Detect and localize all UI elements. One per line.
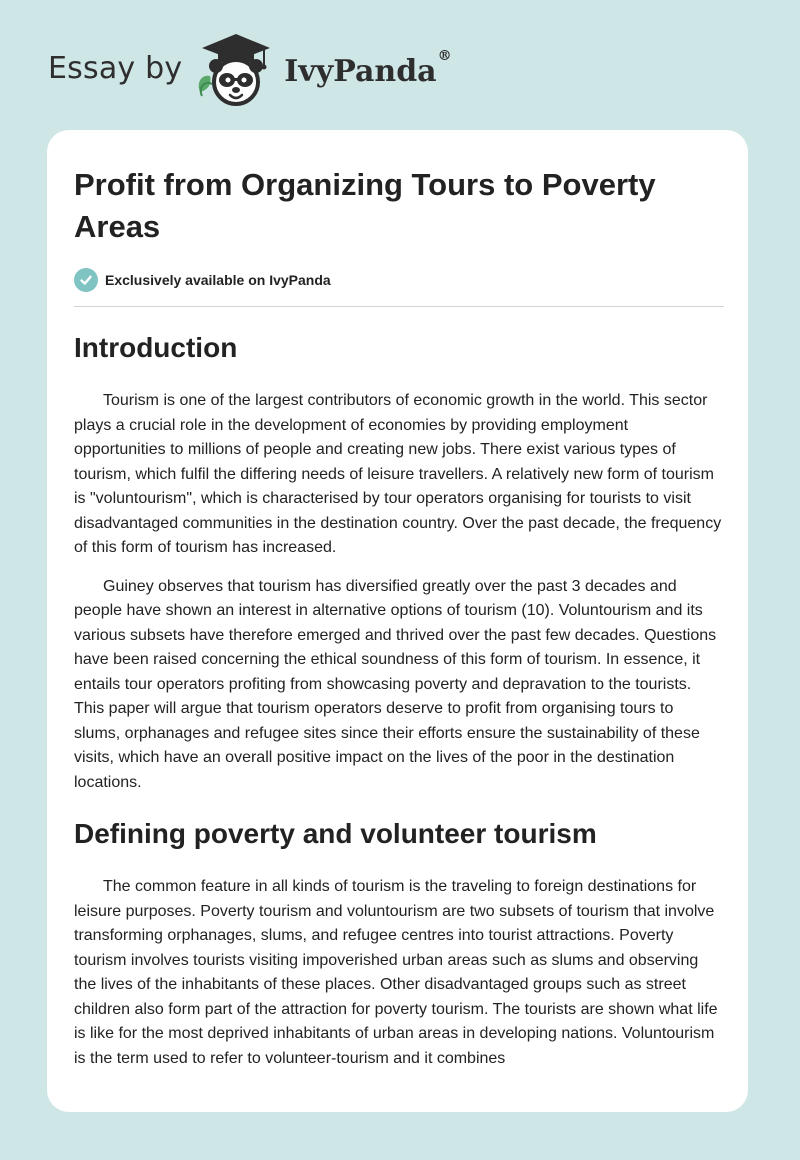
essay-card [47, 130, 748, 1112]
section-heading-introduction: Introduction [74, 332, 238, 363]
essay-content [74, 164, 724, 1071]
ivypanda-wordmark: IvyPanda® [284, 47, 452, 89]
defining-paragraph-1: The common feature in all kinds of tourism is the traveling to foreign destinations for leisure purposes. Poverty tourism and voluntourism are two subsets of tourism that involve transforming orphanages, slums, and refugee centres into tourist attractions. Poverty tourism involves tourists visiting impoverished urban areas such as slums and observing the lives of the inhabitants of these places. Other disadvantaged groups such as street children also form part of the attraction for poverty tourism. The tourists are shown what life is like for the most deprived inhabitants of urban areas in developing nations. Voluntourism is the term used to refer to volunteer-tourism and it combines [74, 878, 718, 1067]
intro-paragraph-1: Tourism is one of the largest contributors of economic growth in the world. This sector plays a crucial role in the development of economies by providing employment opportunities to millions of people and creating new jobs. There exist various types of tourism, which fulfil the differing needs of leisure travellers. A relatively new form of tourism is "voluntourism", which is characterised by tour operators organising for tourists to visit disadvantaged communities in the destination country. Over the past decade, the frequency of this form of tourism has increased. [74, 392, 722, 556]
exclusive-badge-text: Exclusively available on IvyPanda [105, 272, 331, 288]
checkmark-icon [74, 268, 98, 292]
registered-mark: ® [437, 47, 452, 64]
intro-paragraph-2: Guiney observes that tourism has diversified greatly over the past 3 decades and people have shown an interest in alternative options of tourism (10). Voluntourism and its various subsets have therefore emerged and thrived over the past few decades. Questions have been raised concerning the ethical soundness of this form of tourism. In essence, it entails tour operators profiting from showcasing poverty and depravation to the tourists. This paper will argue that tourism operators deserve to profit from organising tours to slums, orphanages and refugee sites since their efforts ensure the sustainability of these visits, which have an overall positive impact on the lives of the poor in the destination locations. [74, 577, 717, 791]
ivypanda-logo[interactable] [192, 30, 278, 110]
site-header [48, 30, 508, 110]
essay-by-label: Essay by [48, 50, 183, 86]
essay-title: Profit from Organizing Tours to Poverty Areas [74, 167, 656, 244]
section-heading-defining: Defining poverty and volunteer tourism [74, 818, 597, 849]
exclusive-badge [74, 268, 724, 292]
title-divider [74, 306, 724, 307]
panda-graduate-icon [192, 30, 278, 110]
